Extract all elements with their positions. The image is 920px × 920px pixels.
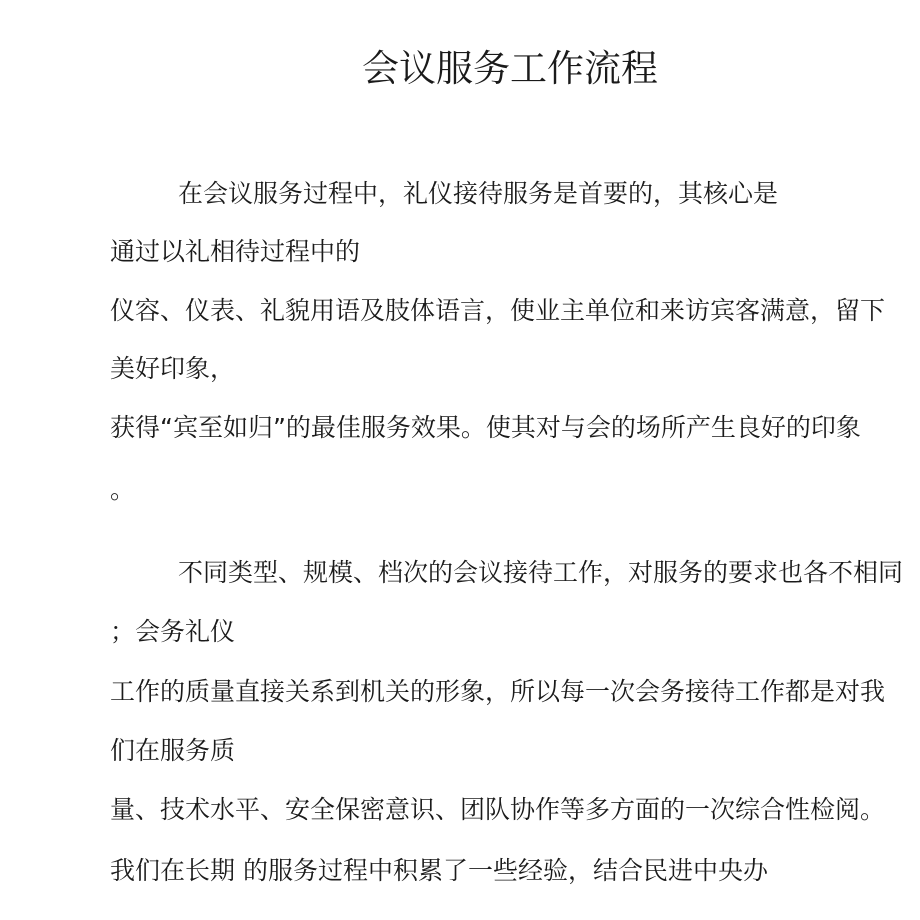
text-line: 工作的质量直接关系到机关的形象，所以每一次会务接待工作都是对我 <box>110 677 886 706</box>
text-line: 不同类型、规模、档次的会议接待工作，对服务的要求也各不相同 <box>178 558 904 587</box>
document-title: 会议服务工作流程 <box>362 47 658 90</box>
text-line: 在会议服务过程中，礼仪接待服务是首要的，其核心是 <box>178 179 779 208</box>
text-line: 量、技术水平、安全保密意识、团队协作等多方面的一次综合性检阅。 <box>110 795 886 824</box>
text-line: 获得“宾至如归”的最佳服务效果。使其对与会的场所产生良好的印象 <box>110 413 861 442</box>
text-line: 。 <box>110 475 136 504</box>
text-line: 美好印象， <box>110 354 236 383</box>
text-line: ；会务礼仪 <box>110 617 236 646</box>
text-line: 们在服务质 <box>110 736 236 765</box>
text-line: 仪容、仪表、礼貌用语及肢体语言，使业主单位和来访宾客满意，留下 <box>110 296 886 325</box>
text-line: 通过以礼相待过程中的 <box>110 237 361 266</box>
text-line: 我们在长期 的服务过程中积累了一些经验，结合民进中央办 <box>110 856 768 885</box>
